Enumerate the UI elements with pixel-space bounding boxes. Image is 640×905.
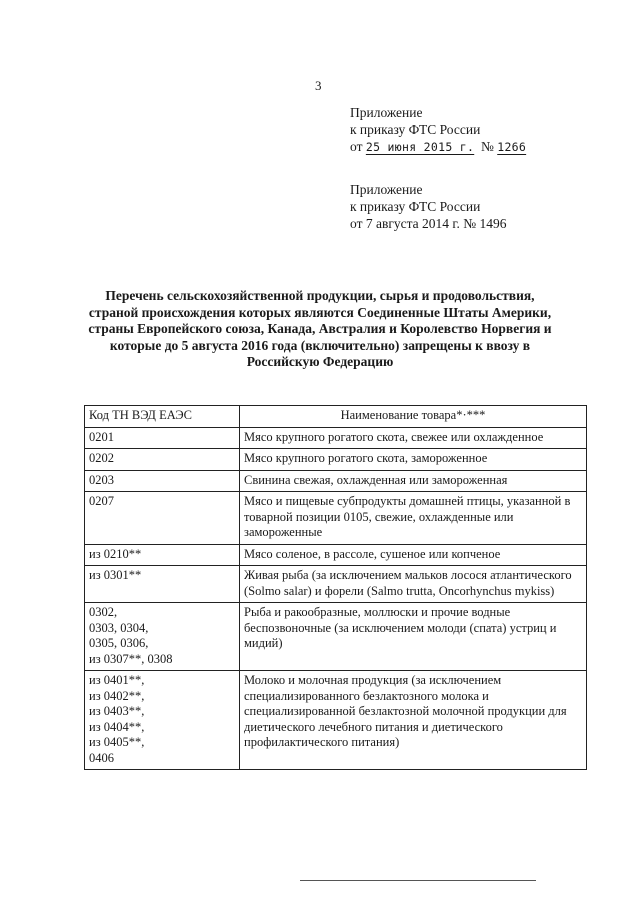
appendix-order-ref: к приказу ФТС России (350, 199, 481, 214)
name-cell: Мясо крупного рогатого скота, свежее или охлажденное (240, 427, 587, 449)
number-label: № (480, 139, 494, 154)
title-line: которые до 5 августа 2016 года (включительно) запрещены к ввозу в (109, 337, 531, 353)
footer-rule (300, 880, 536, 881)
appendix-current-order (350, 104, 526, 156)
code-line: из 0301** (89, 568, 142, 582)
table-row (85, 449, 587, 471)
code-line: 0406 (89, 750, 114, 765)
title-line: Российскую Федерацию (246, 354, 394, 369)
name-cell: Мясо и пищевые субпродукты домашней птицы, указанной в товарной позиции 0105, свежие, охлажденные или замороженные (240, 492, 587, 545)
table-row (85, 427, 587, 449)
appendix-original-order (350, 181, 506, 232)
code-cell (85, 671, 240, 770)
code-cell (85, 470, 240, 492)
table-row (85, 566, 587, 603)
name-cell: Рыба и ракообразные, моллюски и прочие водные беспозвоночные (за исключением молоди (спата) устриц и мидий) (240, 603, 587, 671)
code-line: 0303, 0304, (89, 620, 149, 635)
order-number: 1266 (497, 140, 527, 154)
table-header-row (85, 406, 587, 428)
document-title (86, 288, 554, 371)
table-row (85, 544, 587, 566)
code-line: 0207 (89, 494, 114, 508)
name-cell: Молоко и молочная продукция (за исключением специализированного безлактозного молока и специализированной безлактозной молочной продукции для диетического лечебного питания и диетического профилактического питания) (240, 671, 587, 770)
appendix-order-ref: к приказу ФТС России (350, 122, 481, 137)
order-date: 25 июня 2015 г. (365, 140, 475, 154)
code-line: из 0405**, (89, 735, 145, 749)
appendix-label: Приложение (350, 105, 423, 120)
appendix-label: Приложение (350, 182, 423, 197)
header-code: Код ТН ВЭД ЕАЭС (85, 406, 240, 428)
code-line: 0302, (89, 605, 118, 619)
code-cell (85, 603, 240, 671)
code-line: из 0402**, (89, 688, 145, 703)
appendix-date-number: от 7 августа 2014 г. № 1496 (350, 216, 507, 231)
title-line: страны Европейского союза, Канада, Австралия и Королевство Норвегия и (88, 321, 552, 336)
name-cell: Живая рыба (за исключением мальков лосося атлантического (Solmo salar) и форели (Salmo trutta, Oncorhynchus mykiss) (240, 566, 587, 603)
name-cell: Свинина свежая, охлажденная или замороженная (240, 470, 587, 492)
goods-table (84, 405, 587, 770)
title-line: Перечень сельскохозяйственной продукции, сырья и продовольствия, (105, 288, 535, 303)
date-prefix: от (350, 139, 363, 154)
code-cell (85, 492, 240, 545)
title-line: страной происхождения которых являются Соединенные Штаты Америки, (88, 304, 552, 320)
code-line: 0203 (89, 472, 114, 487)
table-row (85, 470, 587, 492)
code-line: из 0404**, (89, 719, 145, 734)
header-name: Наименование товара*·*** (240, 406, 587, 428)
code-line: из 0401**, (89, 673, 145, 687)
code-line: 0201 (89, 429, 114, 444)
table-row (85, 492, 587, 545)
appendix-date-number (350, 138, 526, 156)
code-line: из 0307**, 0308 (89, 651, 173, 666)
code-line: из 0403**, (89, 704, 145, 718)
page-number: 3 (315, 78, 322, 93)
table-row (85, 671, 587, 770)
name-cell: Мясо соленое, в рассоле, сушеное или копченое (240, 544, 587, 566)
code-line: из 0210** (89, 546, 142, 561)
code-line: 0202 (89, 451, 114, 465)
code-cell (85, 427, 240, 449)
name-cell: Мясо крупного рогатого скота, замороженное (240, 449, 587, 471)
code-cell (85, 544, 240, 566)
code-cell (85, 566, 240, 603)
table-row (85, 603, 587, 671)
code-cell (85, 449, 240, 471)
code-line: 0305, 0306, (89, 636, 149, 650)
